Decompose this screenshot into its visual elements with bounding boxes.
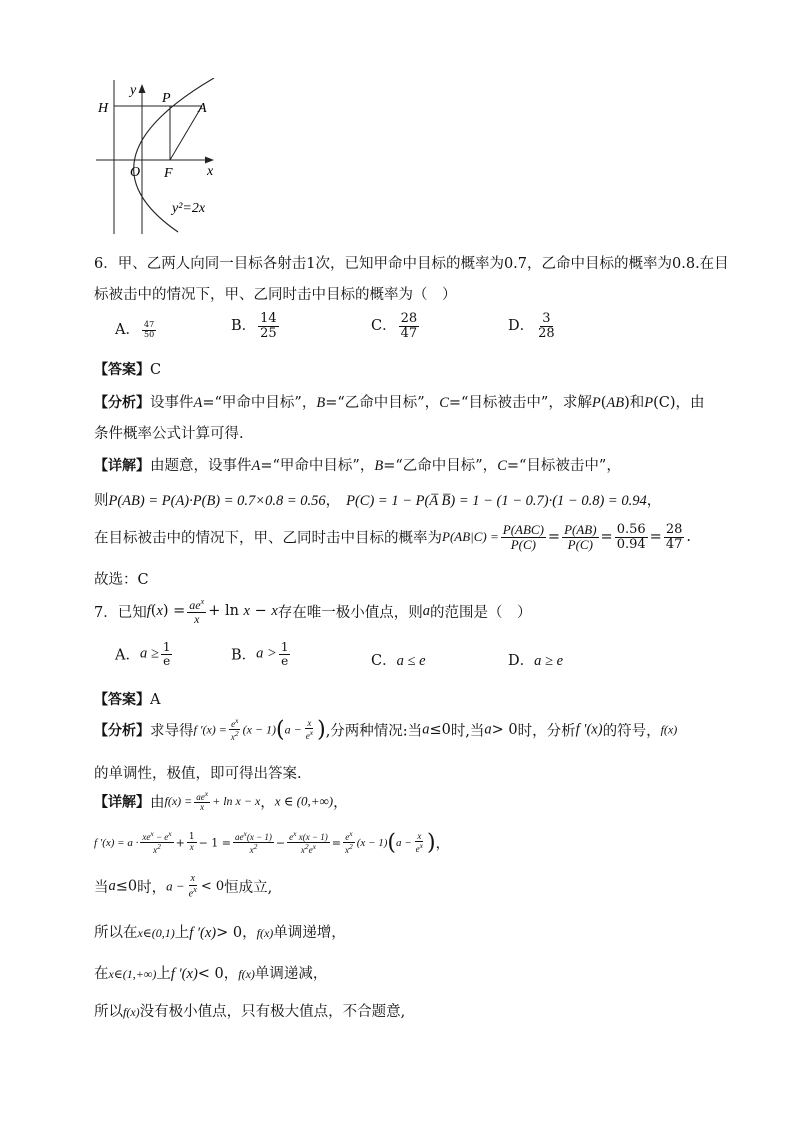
text: 当 (94, 880, 109, 897)
option-fraction (399, 312, 420, 340)
q7-analysis-line1: 【分析】求导得f ′(x) = $\frac{e^x}{x^2}$ (x − 1)(a − $\frac{x}{e^x}$ ),分两种情况:当a≤0时,当a> 0时，分析f ′(x)的符号，f(x) (94, 716, 678, 743)
denominator: e (163, 653, 171, 668)
text: ， (223, 966, 239, 982)
q7-answer (94, 689, 160, 709)
parabola-figure (90, 78, 230, 238)
option-label: D． (508, 318, 535, 335)
numerator: 47 (143, 320, 155, 330)
q7-analysis-line2: 的单调性，极值，即可得出答案. (94, 766, 302, 782)
option-fraction (258, 312, 279, 340)
text: 恒成立, (224, 880, 273, 897)
answer-tag: 【答案】 (94, 362, 150, 378)
text: 在 (94, 966, 109, 982)
answer-tag: 【答案】 (94, 692, 150, 708)
text: 没有极小值点，只有极大值点，不合题意, (139, 1004, 406, 1020)
fraction (501, 523, 546, 551)
fraction (562, 523, 598, 551)
detail-tag: 【详解】 (94, 794, 150, 811)
label-H: H (98, 101, 109, 116)
text: 的符号， (602, 723, 661, 740)
option-expr: a ≥ (139, 645, 159, 662)
q7-detail-line1: 【详解】由f(x) = $\frac{ae^x}{x}$ + ln x − x，x ∈ (0,+∞)， (94, 789, 348, 813)
text: 7．已知 (94, 605, 147, 622)
q6-option-d[interactable] (508, 312, 559, 340)
text: 则 (94, 493, 109, 509)
q6-detail-line1: 【详解】由题意，设事件A=“甲命中目标”，B=“乙命中目标”，C=“目标被击中”， (94, 458, 621, 474)
numerator: P(ABC) (502, 522, 544, 537)
text: 和 (629, 395, 645, 411)
text: ，由 (675, 395, 705, 411)
text: 时，分析 (517, 723, 576, 740)
q7-option-c[interactable] (371, 649, 426, 670)
q6-option-a[interactable] (115, 318, 158, 339)
q7-option-d[interactable] (508, 649, 563, 670)
option-expr: a ≤ e (396, 653, 426, 669)
q7-detail-line2: f ′(x) = a · $\frac{xe^x - e^x}{x^2}$ + $\frac{1}{x}$ − 1 = $\frac{ae^x(x - 1)}{x^2}$ − $\frac{e^x x(x - 1)}{x^2e^x}$ = $\frac{e^x}{x^2}$ (x − 1)(a − $\frac{x}{e^x}$ )， (94, 829, 450, 856)
text: =“甲命中目标”， (202, 395, 317, 411)
q6-detail-line2: 则P(AB) = P(A)·P(B) = 0.7×0.8 = 0.56， P(C) = 1 − P(A̅ B̅) = 1 − (1 − 0.7)·(1 − 0.8) = 0.94， (94, 493, 662, 509)
text: ,分两种情况:当 (325, 723, 423, 740)
q7-detail-line4: 所以在x∈(0,1)上f ′(x)> 0，f(x)单调递增， (94, 925, 346, 941)
denominator: 47 (665, 536, 683, 552)
answer-value: C (150, 362, 162, 378)
label-x: x (207, 164, 214, 179)
label-y: y (130, 83, 137, 98)
text: 由 (150, 794, 165, 811)
analysis-tag: 【分析】 (94, 722, 150, 739)
y-axis-arrow (139, 84, 146, 93)
text: =“乙命中目标”， (325, 395, 440, 411)
q6-stem-line1: 6．甲、乙两人向同一目标各射击1次，已知甲命中目标的概率为0.7，乙命中目标的概率为0.8.在目 (94, 256, 729, 272)
equation: P(C) = 1 − P(A̅ B̅) = 1 − (1 − 0.7)·(1 − 0.8) = 0.94 (346, 493, 647, 509)
q7-option-a[interactable] (115, 641, 174, 667)
q6-detail-line3: 在目标被击中的情况下，甲、乙同时击中目标的概率为P(AB|C) = $\frac{\text{P(ABC)}}{P(C)}$ = $\frac{P(AB)}{P(C)}$ = $\frac{0.56}{0.94}$ = $\frac{28}{47}$ . (94, 522, 691, 552)
option-label: A． (115, 647, 140, 664)
option-label: B． (231, 647, 257, 664)
numerator: 28 (665, 522, 683, 537)
q7-option-b[interactable] (231, 641, 292, 667)
option-label: D． (508, 653, 535, 669)
option-expr: a > (256, 645, 277, 662)
q6-analysis-line1: 【分析】设事件A=“甲命中目标”，B=“乙命中目标”，C=“目标被击中”，求解P(AB)和P(C)，由 (94, 395, 705, 411)
label-P: P (162, 91, 171, 106)
text: 的范围是（ ） (430, 605, 532, 622)
option-label: B． (231, 318, 257, 335)
text: 所以 (94, 1004, 123, 1020)
fraction (615, 523, 648, 551)
text: 上 (156, 966, 171, 982)
numerator: 0.56 (616, 522, 646, 537)
numerator: 1 (280, 640, 289, 654)
option-fraction (536, 312, 557, 340)
q6-stem-line2: 标被击中的情况下，甲、乙同时击中目标的概率为（ ） (94, 287, 457, 303)
text: 存在唯一极小值点，则 (277, 605, 423, 622)
answer-value: A (150, 692, 161, 708)
equation-lhs: P(AB|C) = (442, 529, 499, 545)
numerator: 1 (162, 640, 171, 654)
denominator: 28 (538, 325, 555, 341)
text: 单调递增， (273, 925, 346, 941)
label-F: F (164, 166, 173, 181)
option-fraction (161, 641, 173, 667)
q7-detail-line3: 当a≤0时，a − $\frac{x}{e^x}$ < 0恒成立, (94, 873, 273, 899)
text: ， (260, 794, 275, 811)
q7-detail-line5: 在x∈(1,+∞)上f ′(x)< 0，f(x)单调递减， (94, 966, 328, 982)
text: 求导得 (150, 723, 194, 740)
denominator: P(C) (567, 536, 593, 552)
analysis-tag: 【分析】 (94, 395, 150, 411)
numerator: 28 (400, 311, 418, 326)
text: 时,当 (450, 723, 485, 740)
equation: P(AB) = P(A)·P(B) = 0.7×0.8 = 0.56 (108, 493, 326, 509)
q7-detail-line6: 所以f(x)没有极小值点，只有极大值点，不合题意, (94, 1004, 406, 1020)
option-label: C． (371, 318, 397, 335)
denominator: e (281, 653, 289, 668)
label-A: A (198, 101, 207, 116)
text: =“目标被击中”，求解 (448, 395, 592, 411)
q7-stem: 7．已知f(x) = $\frac{ae^x}{x}$ + ln x − x存在唯一极小值点，则a的范围是（ ） (94, 597, 532, 626)
text: =“乙命中目标”， (383, 458, 498, 474)
q6-choose: 故选：C (94, 572, 149, 588)
q6-option-b[interactable] (231, 312, 281, 340)
fraction: $\frac{ae^x}{x}$ (189, 597, 205, 626)
q6-option-c[interactable] (371, 312, 421, 340)
text: 由题意，设事件 (150, 458, 252, 474)
label-O: O (130, 165, 141, 180)
denominator: 47 (400, 325, 418, 341)
text: 所以在 (94, 925, 138, 941)
denominator: 50 (143, 329, 155, 339)
denominator: 25 (260, 325, 277, 341)
text: 上 (174, 925, 190, 941)
text: 单调递减， (254, 966, 328, 982)
text: ， (242, 925, 257, 941)
numerator: 14 (260, 311, 277, 326)
option-fraction (142, 321, 156, 339)
option-expr: a ≥ e (534, 653, 564, 669)
x-axis-arrow (205, 157, 214, 164)
option-label: C． (371, 653, 397, 669)
text: =“甲命中目标”， (260, 458, 375, 474)
fraction (664, 523, 685, 551)
text: 时， (137, 880, 167, 897)
label-equation: y²=2x (172, 201, 206, 216)
option-fraction (279, 641, 291, 667)
denominator: 0.94 (616, 536, 646, 552)
text: =“目标被击中”， (506, 458, 621, 474)
option-label: A． (115, 322, 140, 338)
detail-tag: 【详解】 (94, 458, 150, 474)
text: 在目标被击中的情况下，甲、乙同时击中目标的概率为 (94, 530, 442, 547)
numerator: P(AB) (564, 522, 597, 537)
denominator: P(C) (510, 536, 536, 552)
text: 设事件 (150, 395, 194, 411)
q6-answer (94, 359, 161, 379)
q6-analysis-line2: 条件概率公式计算可得. (94, 426, 244, 442)
numerator: 3 (542, 311, 551, 326)
